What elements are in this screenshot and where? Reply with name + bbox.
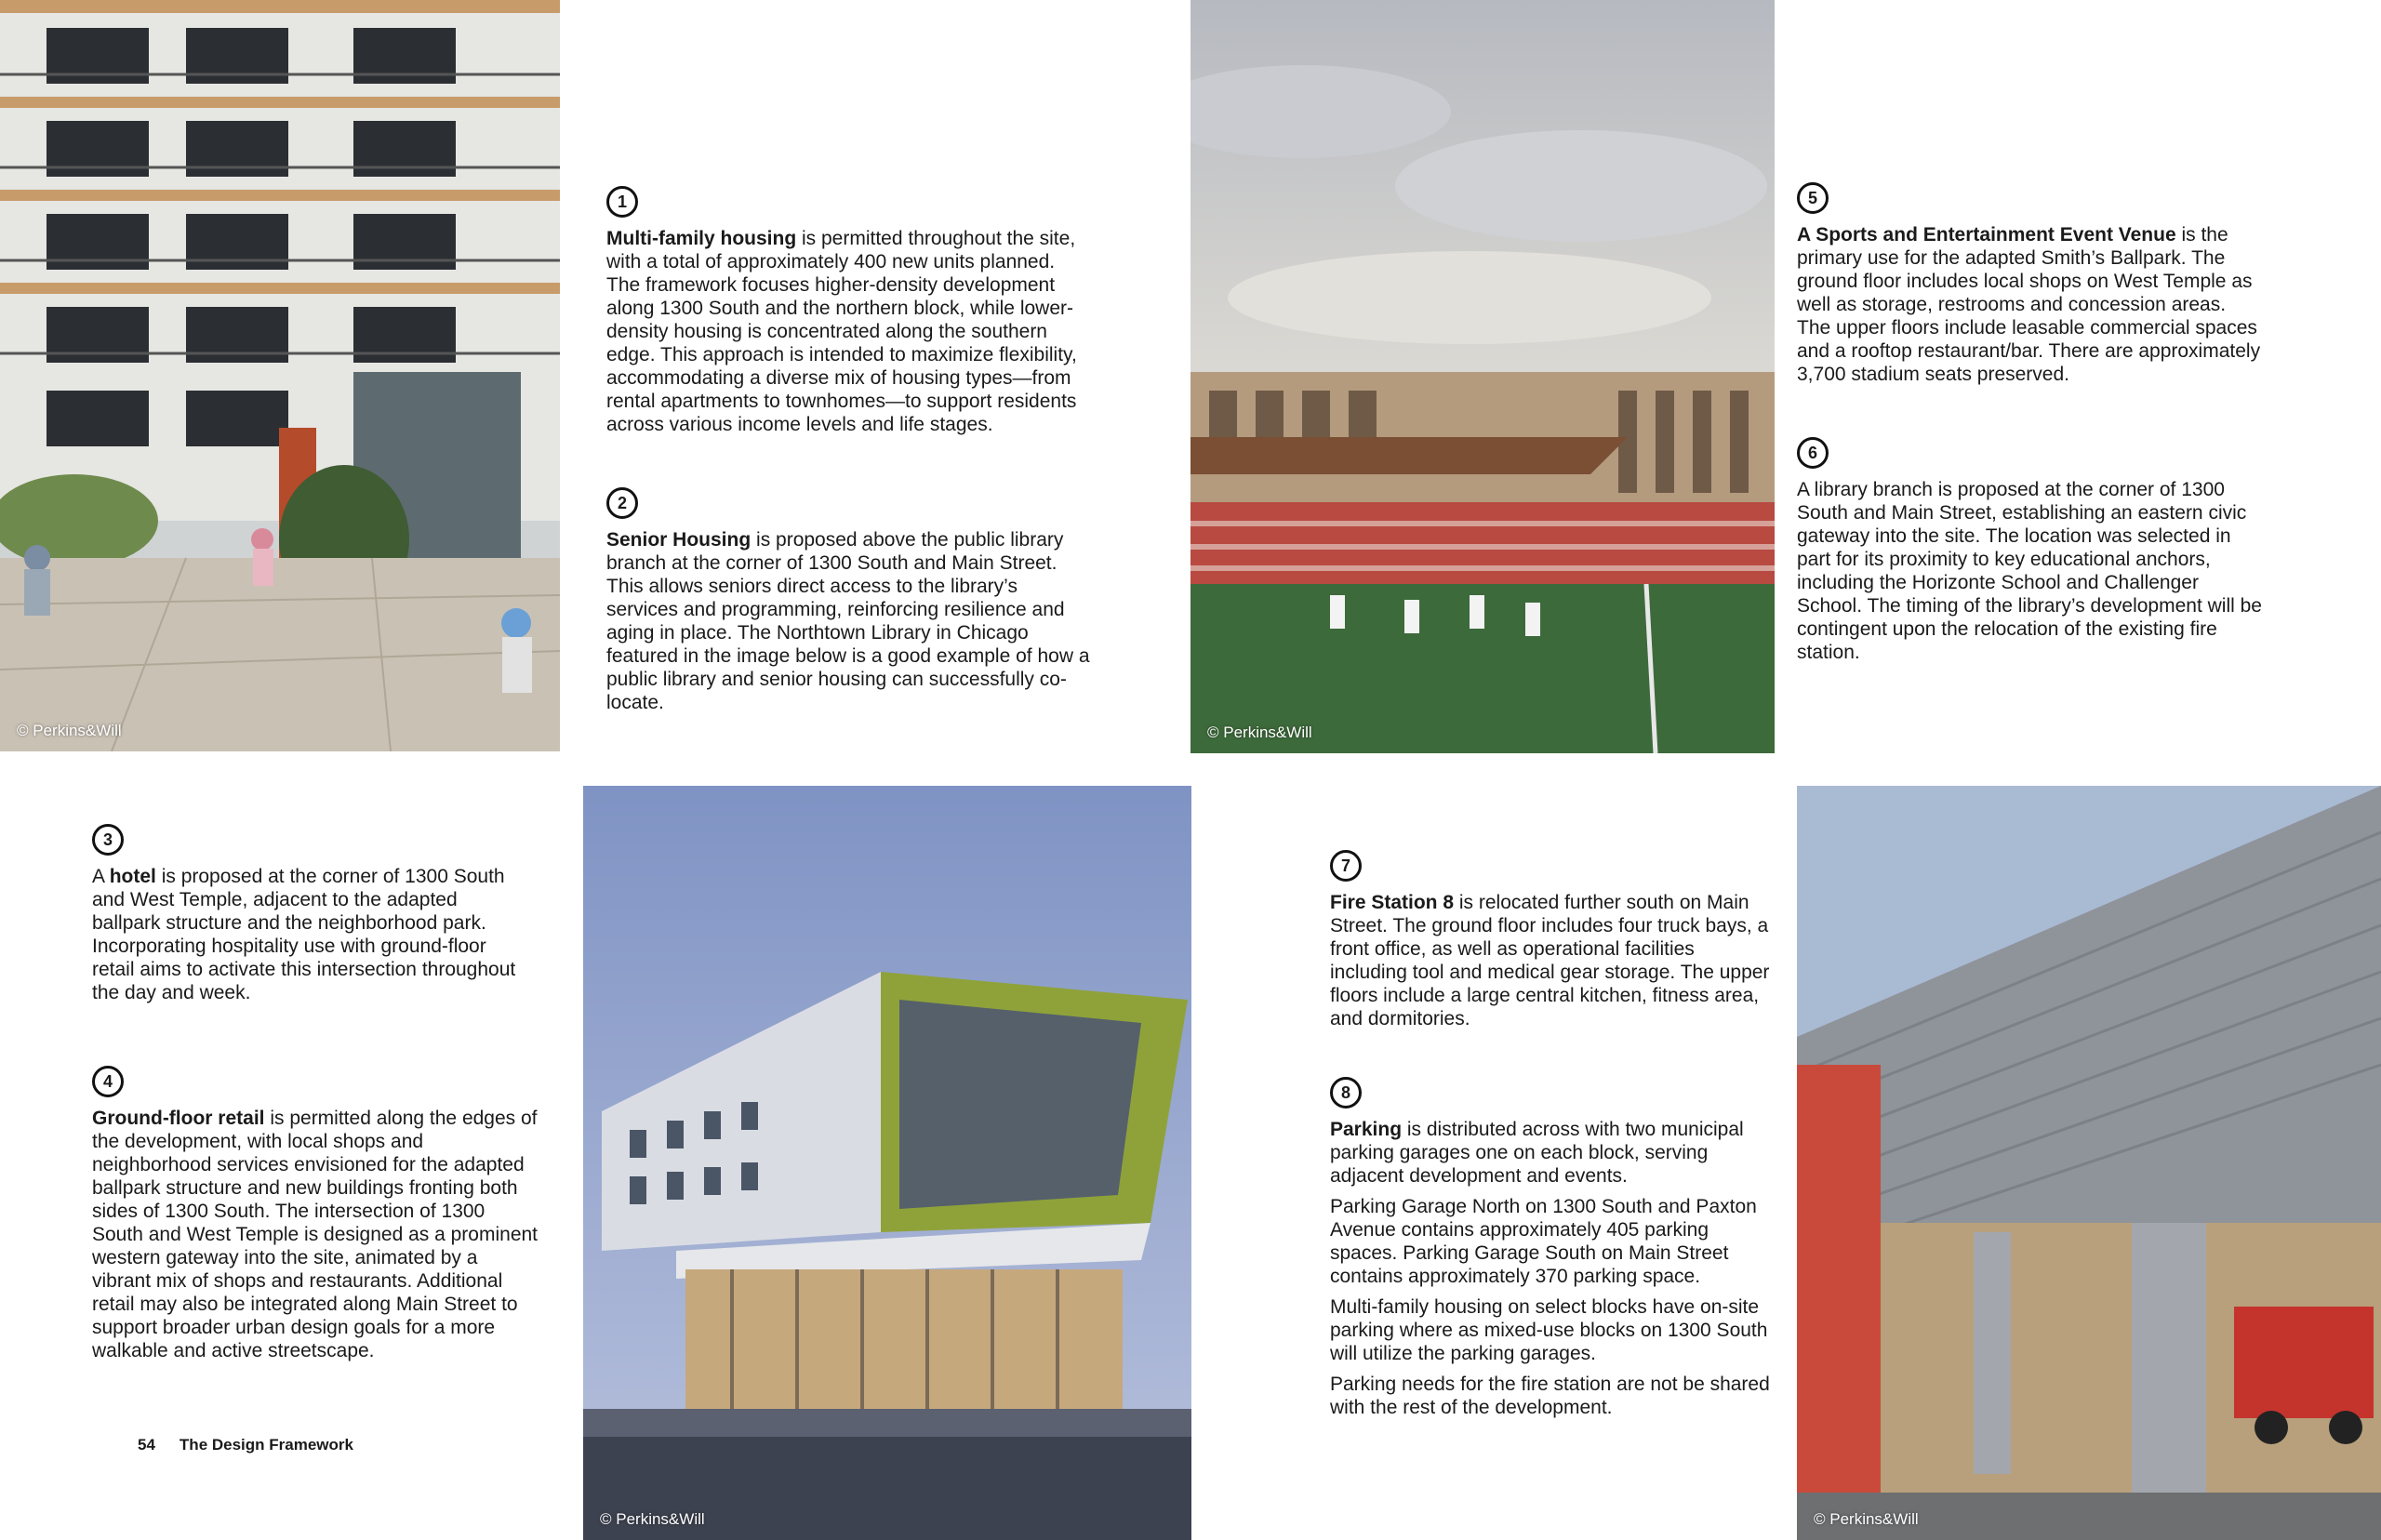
item-paragraph-extra: Multi-family housing on select blocks have on-site parking where as mixed-use blocks on 1300 South will utilize the parking garages. xyxy=(1330,1296,1768,1364)
item-lead: Senior Housing xyxy=(606,529,752,551)
item-paragraph xyxy=(1330,1118,1776,1188)
photo-credit: © Perkins&Will xyxy=(17,722,122,739)
page-number: 54 xyxy=(138,1436,155,1454)
item-number-badge: 2 xyxy=(606,487,638,519)
photo-fire-station xyxy=(1797,786,2381,1540)
photo-apartment-building xyxy=(0,0,560,751)
item-lead: Fire Station 8 xyxy=(1330,892,1455,913)
item-hotel xyxy=(92,824,529,1012)
item-paragraph xyxy=(1797,223,2262,386)
item-text: is distributed across with two municipal parking garages one on each block, serving adjacent development and events. xyxy=(1330,1119,1744,1187)
item-lead-prefix: A xyxy=(92,866,110,887)
item-text: is the primary use for the adapted Smith’s Ballpark. The ground floor includes local shops on West Temple as well as storage, restrooms and concession areas. The upper floors include leasable commercial spaces and a rooftop restaurant/bar. There are approximately 3,700 stadium seats preserved. xyxy=(1797,224,2261,385)
item-text: is permitted throughout the site, with a total of approximately 400 new units planned. The framework focuses higher-density development along 1300 South and the northern block, while lower-density housing is concentrated along the southern edge. This approach is intended to maximize flexibility, accommodating a diverse mix of housing types—from rental apartments to townhomes—to support residents across various income levels and life stages. xyxy=(606,228,1077,435)
item-paragraph xyxy=(92,865,529,1004)
item-lead: A Sports and Entertainment Event Venue xyxy=(1797,224,2176,246)
item-paragraph: A library branch is proposed at the corner of 1300 South and Main Street, establishing an eastern civic gateway into the site. The location was selected in part for its proximity to key educational anchors, including the Horizonte School and Challenger School. The timing of the library’s development will be contingent upon the relocation of the existing fire station. xyxy=(1797,479,2262,663)
item-text: is proposed above the public library branch at the corner of 1300 South and Main Street. This allows seniors direct access to the library’s services and programming, reinforcing resilience and aging in place. The Northtown Library in Chicago featured in the image below is a good example of how a public library and senior housing can successfully co-locate. xyxy=(606,529,1090,713)
item-number-badge: 4 xyxy=(92,1066,124,1097)
item-paragraph xyxy=(92,1107,539,1362)
item-library-branch xyxy=(1797,437,2262,671)
item-senior-housing xyxy=(606,487,1090,722)
item-text: is relocated further south on Main Street. The ground floor includes four truck bays, a front office, as well as operational facilities including tool and medical gear storage. The upper floors include a large central kitchen, fitness area, and dormitories. xyxy=(1330,892,1770,1029)
item-paragraph-extra: Parking Garage North on 1300 South and Paxton Avenue contains approximately 405 parking spaces. Parking Garage South on Main Street contains approximately 370 parking space. xyxy=(1330,1196,1757,1287)
item-sports-venue xyxy=(1797,182,2262,393)
item-number-badge: 7 xyxy=(1330,850,1362,882)
item-lead: Ground-floor retail xyxy=(92,1108,265,1129)
item-lead: Parking xyxy=(1330,1119,1403,1140)
item-lead: Multi-family housing xyxy=(606,228,797,249)
item-paragraph xyxy=(606,528,1090,714)
photo-credit: © Perkins&Will xyxy=(600,1510,705,1528)
item-number-badge: 8 xyxy=(1330,1077,1362,1109)
item-number-badge: 3 xyxy=(92,824,124,856)
item-fire-station xyxy=(1330,850,1776,1038)
photo-credit: © Perkins&Will xyxy=(1207,724,1312,741)
item-number-badge: 5 xyxy=(1797,182,1829,214)
item-paragraph xyxy=(606,227,1090,436)
item-text: is proposed at the corner of 1300 South and West Temple, adjacent to the adapted ballpark structure and the neighborhood park. Incorporating hospitality use with ground-floor retail aims to activate this intersection throughout the day and week. xyxy=(92,866,516,1003)
item-ground-floor-retail xyxy=(92,1066,539,1370)
item-number-badge: 1 xyxy=(606,186,638,218)
item-text: is permitted along the edges of the development, with local shops and neighborhood services envisioned for the adapted ballpark structure and new buildings fronting both sides of 1300 South. The intersection of 1300 South and West Temple is designed as a prominent western gateway into the site, animated by a vibrant mix of shops and restaurants. Additional retail may also be integrated along Main Street to support broader urban design goals for a more walkable and active streetscape. xyxy=(92,1108,539,1361)
page-footer xyxy=(138,1436,378,1454)
item-number-badge: 6 xyxy=(1797,437,1829,469)
section-title: The Design Framework xyxy=(179,1436,353,1454)
photo-library-building xyxy=(583,786,1191,1540)
item-lead: hotel xyxy=(109,866,156,887)
item-multifamily-housing xyxy=(606,186,1090,444)
item-paragraph-extra: Parking needs for the fire station are not be shared with the rest of the development. xyxy=(1330,1374,1770,1418)
photo-ballpark-stadium xyxy=(1190,0,1775,753)
item-paragraph xyxy=(1330,891,1776,1030)
item-parking xyxy=(1330,1077,1776,1427)
photo-credit: © Perkins&Will xyxy=(1814,1510,1919,1528)
